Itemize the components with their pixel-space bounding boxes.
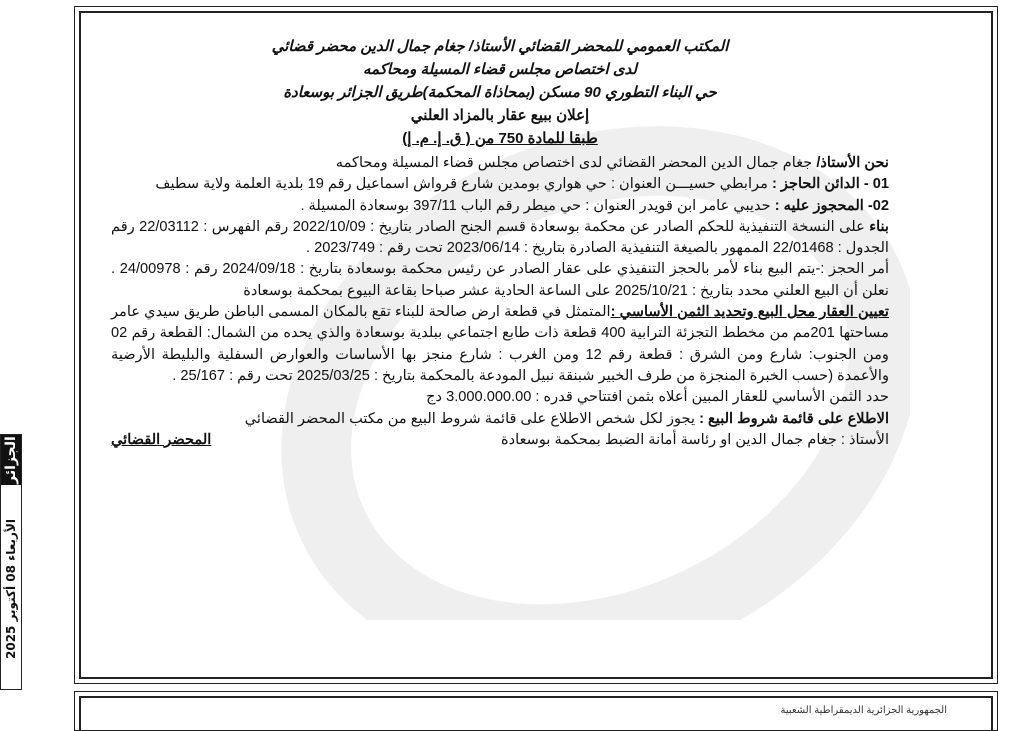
notice-header	[111, 35, 889, 150]
basis-paragraph	[111, 217, 889, 260]
bailiff-paragraph	[111, 153, 889, 174]
newspaper-side-strip	[0, 434, 22, 690]
notice-title: إعلان ببيع عقار بالمزاد العلني	[410, 107, 590, 124]
creditor-paragraph	[111, 174, 889, 195]
header-office-line: المكتب العمومي للمحضر القضائي الأستاذ/ جغام جمال الدين محضر قضائي	[271, 38, 729, 55]
notice-frame	[74, 6, 998, 684]
bailiff-text: جغام جمال الدين المحضر القضائي لدى اختصاص مجلس قضاء المسيلة ومحاكمه	[335, 155, 817, 171]
property-paragraph	[111, 302, 889, 387]
creditor-text: مرابطي حسيـــن العنوان : حي هواري بومدين شارع قرواش اسماعيل رقم 19 بلدية العلمة ولاية سطيف	[155, 176, 772, 193]
newspaper-logo	[1, 435, 21, 485]
next-notice-header-text: الجمهورية الجزائرية الديمقراطية الشعبية	[780, 705, 947, 716]
debtor-paragraph	[111, 196, 889, 217]
bailiff-signature: المحضر القضائي	[111, 431, 212, 448]
debtor-text: حديبي عامر ابن قويدر العنوان : حي ميطر رقم الباب 397/11 بوسعادة المسيلة .	[300, 197, 775, 214]
basis-label: بناء	[869, 218, 889, 235]
next-notice-frame	[74, 691, 998, 731]
conditions-label: الاطلاع على قائمة شروط البيع :	[699, 410, 889, 427]
debtor-label: 02- المحجوز عليه :	[774, 197, 889, 214]
seizure-order-paragraph: أمر الحجز :-يتم البيع بناء لأمر بالحجز التنفيذي على عقار الصادر عن رئيس محكمة بوسعادة بتاريخ : 2024/09/18 رقم : 24/00978 . نعلن أن البيع العلني محدد بتاريخ : 2025/10/21 على الساعة الحادية عشر صباحا بقاعة البيوع بمحكمة بوسعادة	[111, 261, 889, 299]
signature-line	[111, 430, 889, 451]
publication-date: الأربعاء 08 أكتوبر 2025	[4, 518, 18, 660]
conditions-paragraph	[111, 409, 889, 430]
notice-body	[111, 153, 889, 451]
property-text: المتمثل في قطعة ارض صالحة للبناء تقع بالمكان المسمى الباطن طريق سيدي عامر مساحتها 201مم من مخطط التجزئة الترابية 400 قطعة ذات طابع اجتماعي ببلدية بوسعادة والذي يحده من الشمال: القطعة رقم 02 ومن الجنوب: شارع ومن الشرق : قطعة رقم 12 ومن الغرب : شارع منجز بها الأساسات والعوارض السفلية والبليطة الأرضية والأعمدة (حسب الخبرة المنجزة من طرف الخبير شبنقة نبيل المودعة بالمحكمة بتاريخ : 2025/03/25 تحت رقم : 25/167 .	[111, 304, 889, 384]
header-address-line: حي البناء التطوري 90 مسكن (بمحاذاة المحكمة)طريق الجزائر بوسعادة	[283, 84, 717, 101]
conditions-text: يجوز لكل شخص الاطلاع على قائمة شروط البيع من مكتب المحضر القضائي	[244, 410, 700, 427]
property-label: تعيين العقار محل البيع وتحديد الثمن الأساسي :	[610, 304, 889, 321]
notice-article: طبقا للمادة 750 من ( ق. إ. م. إ)	[402, 130, 598, 147]
basis-text: على النسخة التنفيذية للحكم الصادر عن محكمة بوسعادة قسم الجنح الصادر بتاريخ : 2022/10/09 رقم الفهرس : 22/03112 رقم الجدول : 22/01468 الممهور بالصيغة التنفيذية الصادرة بتاريخ : 2023/06/14 تحت رقم : 2023/749 .	[111, 218, 889, 257]
price-paragraph: حدد الثمن الأساسي للعقار المبين أعلاه بثمن افتتاحي قدره : 3.000.000.00 دج	[426, 389, 889, 406]
notice-content	[111, 35, 889, 675]
bailiff-label: نحن الأستاذ/	[816, 155, 889, 171]
header-jurisdiction-line: لدى اختصاص مجلس قضاء المسيلة ومحاكمه	[362, 61, 638, 78]
office-contact-text: الأستاذ : جغام جمال الدين او رئاسة أمانة الضبط بمحكمة بوسعادة	[501, 431, 889, 448]
newspaper-logo-text: الجزائر	[3, 436, 19, 484]
creditor-label: 01 - الدائن الحاجز :	[771, 176, 889, 193]
